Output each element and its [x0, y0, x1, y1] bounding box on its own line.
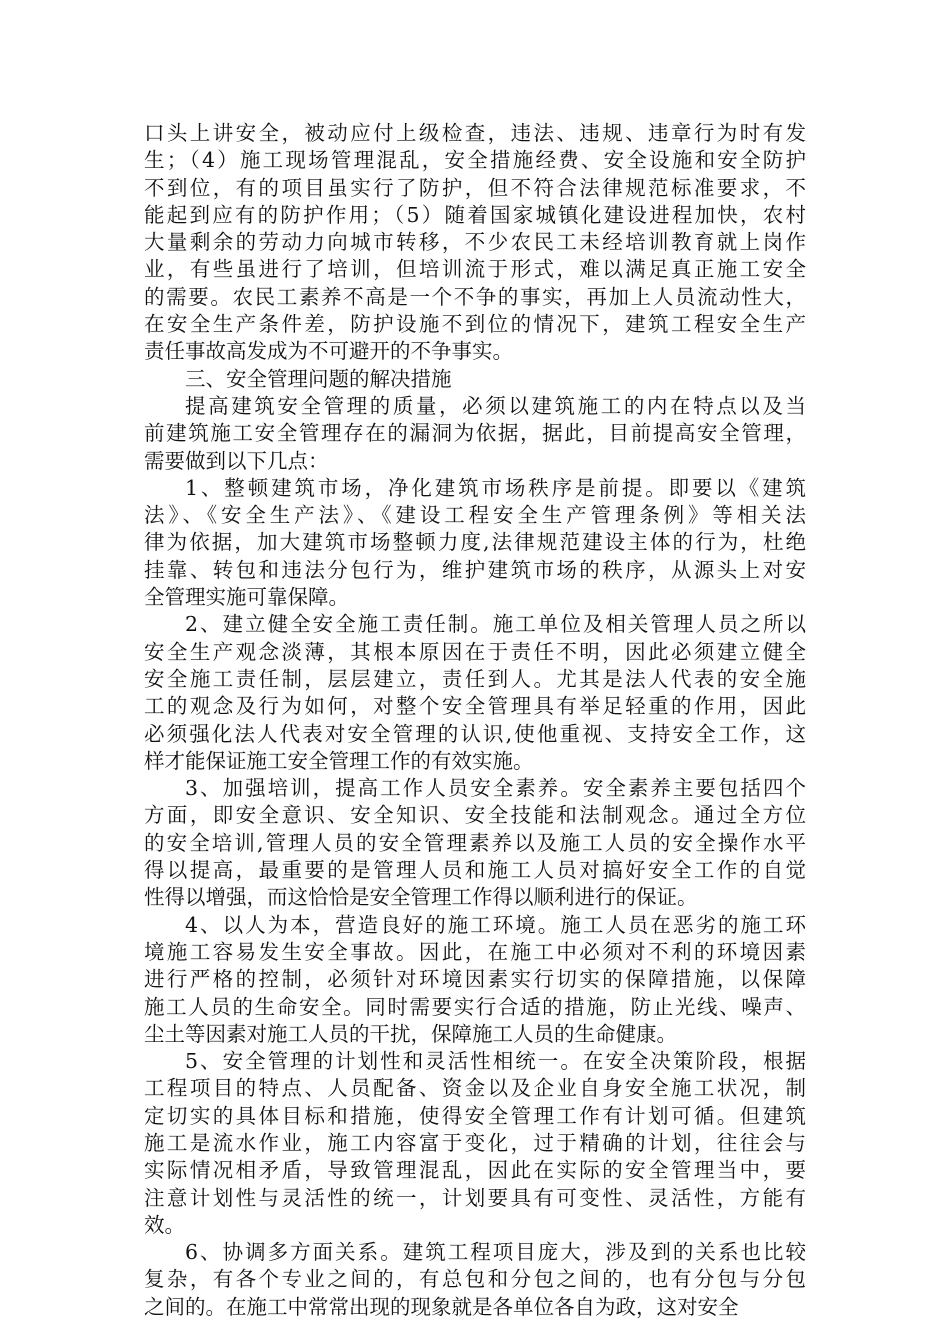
- section-heading: [144, 366, 806, 393]
- text-line: 2、建立健全安全施工责任制。施工单位及相关管理人员之所以: [185, 612, 806, 637]
- text-line: 注意计划性与灵活性的统一，计划要具有可变性、灵活性，方能有: [144, 1185, 806, 1210]
- document-page: [144, 120, 806, 1321]
- paragraph: [144, 775, 806, 911]
- text-line: 不到位，有的项目虽实行了防护，但不符合法律规范标准要求，不: [144, 175, 806, 200]
- text-line: 5、安全管理的计划性和灵活性相统一。在安全决策阶段，根据: [185, 1049, 806, 1074]
- text-line: 尘土等因素对施工人员的干扰，保障施工人员的生命健康。: [144, 1021, 677, 1046]
- text-line: 生；（4）施工现场管理混乱，安全措施经费、安全设施和安全防护: [144, 148, 806, 173]
- text-line: 口头上讲安全，被动应付上级检查，违法、违规、违章行为时有发: [144, 121, 806, 145]
- text-line: 方面，即安全意识、安全知识、安全技能和法制观念。通过全方位: [144, 803, 806, 828]
- paragraph: [144, 1048, 806, 1239]
- paragraph: [144, 912, 806, 1048]
- text-line: 3、加强培训，提高工作人员安全素养。安全素养主要包括四个: [185, 776, 806, 801]
- text-line: 责任事故高发成为不可避开的不争事实。: [144, 339, 513, 364]
- text-line: 安全生产观念淡薄，其根本原因在于责任不明，因此必须建立健全: [144, 639, 806, 664]
- text-line: 业，有些虽进行了培训，但培训流于形式，难以满足真正施工安全: [144, 257, 806, 282]
- text-line: 必须强化法人代表对安全管理的认识,使他重视、支持安全工作，这: [144, 721, 806, 746]
- paragraph: [144, 393, 806, 475]
- text-line: 工程项目的特点、人员配备、资金以及企业自身安全施工状况，制: [144, 1076, 806, 1101]
- text-line: 6、协调多方面关系。建筑工程项目庞大，涉及到的关系也比较: [185, 1240, 806, 1265]
- paragraph: [144, 1239, 806, 1321]
- text-line: 工的观念及行为如何，对整个安全管理具有举足轻重的作用，因此: [144, 694, 806, 719]
- text-line: 复杂，有各个专业之间的，有总包和分包之间的，也有分包与分包: [144, 1267, 806, 1292]
- text-line: 的需要。农民工素养不高是一个不争的事实，再加上人员流动性大，: [144, 284, 806, 309]
- text-line: 大量剩余的劳动力向城市转移，不少农民工未经培训教育就上岗作: [144, 230, 806, 255]
- text-line: 全管理实施可靠保障。: [144, 585, 349, 610]
- text-line: 1、整顿建筑市场，净化建筑市场秩序是前提。即要以《建筑: [185, 475, 806, 500]
- text-line: 4、以人为本，营造良好的施工环境。施工人员在恶劣的施工环: [185, 912, 806, 937]
- text-line: 需要做到以下几点：: [144, 448, 329, 473]
- text-line: 施工人员的生命安全。同时需要实行合适的措施，防止光线、噪声、: [144, 994, 806, 1019]
- text-line: 在安全生产条件差，防护设施不到位的情况下，建筑工程安全生产: [144, 312, 806, 337]
- text-line: 的安全培训,管理人员的安全管理素养以及施工人员的安全操作水平: [144, 830, 806, 855]
- paragraph: [144, 120, 806, 366]
- text-line: 实际情况相矛盾，导致管理混乱，因此在实际的安全管理当中，要: [144, 1158, 806, 1183]
- text-line: 法》、《安全生产法》、《建设工程安全生产管理条例》等相关法: [144, 503, 806, 528]
- text-line: 前建筑施工安全管理存在的漏洞为依据，据此，目前提高安全管理，: [144, 421, 806, 446]
- text-line: 定切实的具体目标和措施，使得安全管理工作有计划可循。但建筑: [144, 1103, 806, 1128]
- text-line: 得以提高，最重要的是管理人员和施工人员对搞好安全工作的自觉: [144, 858, 806, 883]
- text-line: 性得以增强，而这恰恰是安全管理工作得以顺利进行的保证。: [144, 885, 698, 910]
- text-line: 进行严格的控制，必须针对环境因素实行切实的保障措施，以保障: [144, 967, 806, 992]
- text-line: 律为依据，加大建筑市场整顿力度,法律规范建设主体的行为，杜绝: [144, 530, 806, 555]
- text-line: 挂靠、转包和违法分包行为，维护建筑市场的秩序，从源头上对安: [144, 557, 806, 582]
- text-line: 效。: [144, 1212, 185, 1237]
- paragraph: [144, 611, 806, 775]
- text-line: 安全施工责任制，层层建立，责任到人。尤其是法人代表的安全施: [144, 666, 806, 691]
- text-line: 能起到应有的防护作用；（5）随着国家城镇化建设进程加快，农村: [144, 202, 806, 227]
- text-line: 之间的。在施工中常常出现的现象就是各单位各自为政，这对安全: [144, 1294, 739, 1319]
- text-line: 境施工容易发生安全事故。因此，在施工中必须对不利的环境因素: [144, 939, 806, 964]
- paragraph: [144, 475, 806, 611]
- text-line: 提高建筑安全管理的质量，必须以建筑施工的内在特点以及当: [185, 393, 806, 418]
- text-line: 施工是流水作业，施工内容富于变化，过于精确的计划，往往会与: [144, 1130, 806, 1155]
- text-line: 三、安全管理问题的解决措施: [185, 366, 452, 391]
- text-line: 样才能保证施工安全管理工作的有效实施。: [144, 748, 534, 773]
